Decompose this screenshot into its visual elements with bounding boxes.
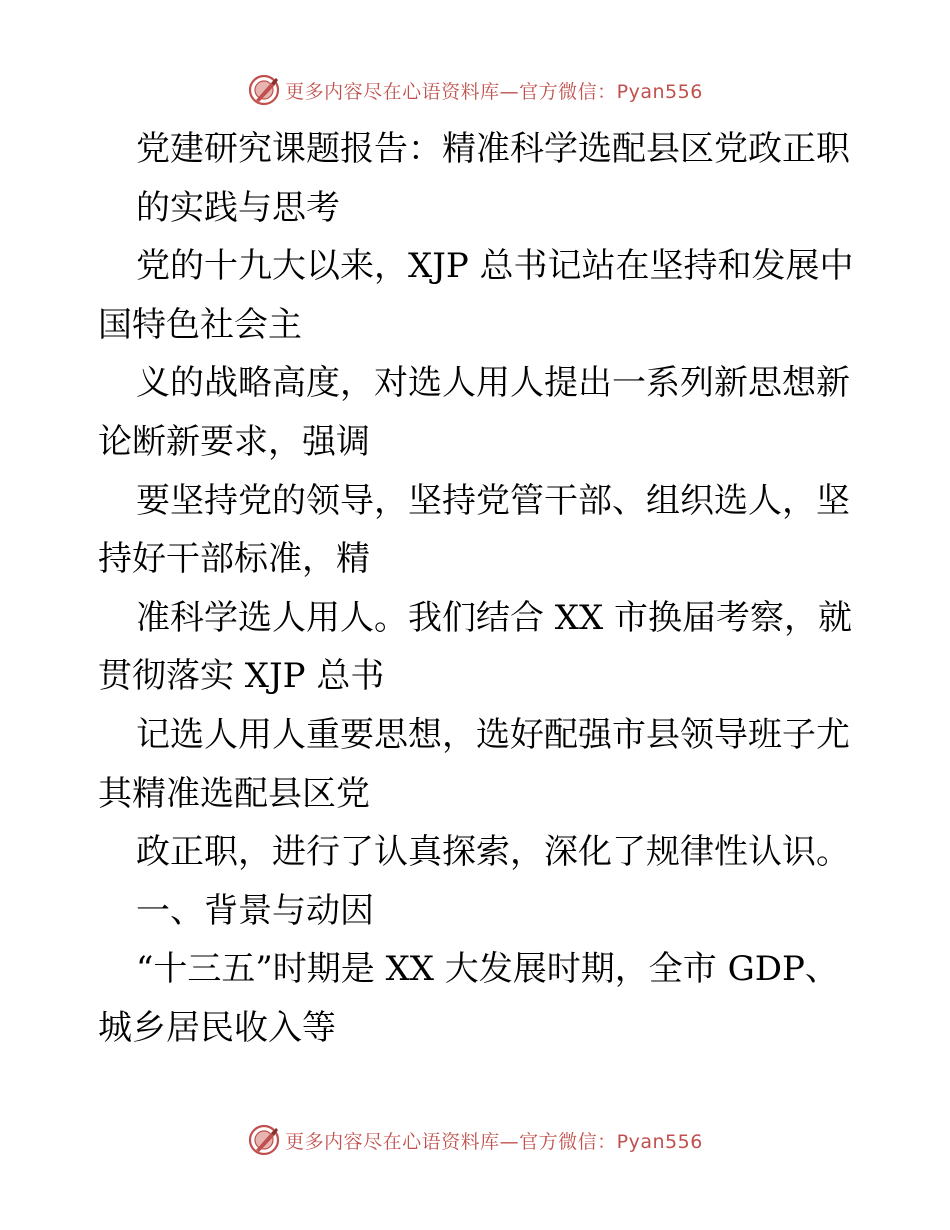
text-line: 要坚持党的领导，坚持党管干部、组织选人，坚 xyxy=(136,480,850,521)
banner-text: 更多内容尽在心语资料库—官方微信：Pyan556 xyxy=(285,80,703,103)
text-line: 党建研究课题报告：精准科学选配县区党政正职 xyxy=(136,129,850,169)
text-line: 记选人用人重要思想，选好配强市县领导班子尤 xyxy=(136,714,850,755)
text-line: 其精准选配县区党 xyxy=(98,773,370,814)
text-line: 一、背景与动因 xyxy=(136,890,374,931)
text-line: 党的十九大以来，XJP 总书记站在坚持和发展中 xyxy=(136,246,854,287)
text-line: 论断新要求，强调 xyxy=(98,421,370,462)
text-line: 的实践与思考 xyxy=(136,187,340,228)
text-line: 持好干部标准，精 xyxy=(98,539,370,580)
text-line: 贯彻落实 XJP 总书 xyxy=(98,656,385,697)
document-body xyxy=(98,120,858,1058)
text-line: 准科学选人用人。我们结合 XX 市换届考察，就 xyxy=(136,597,853,638)
banner-text: 更多内容尽在心语资料库—官方微信：Pyan556 xyxy=(285,1130,703,1153)
text-line: 国特色社会主 xyxy=(98,304,302,345)
text-line: 义的战略高度，对选人用人提出一系列新思想新 xyxy=(136,363,850,404)
wax-seal-pen-icon xyxy=(247,73,281,107)
wax-seal-pen-icon xyxy=(247,1123,281,1157)
text-line: “十三五”时期是 XX 大发展时期，全市 GDP、 xyxy=(136,949,839,990)
text-line: 政正职，进行了认真探索，深化了规律性认识。 xyxy=(136,832,850,873)
footer-banner xyxy=(0,1120,950,1160)
header-banner xyxy=(0,70,950,110)
text-line: 城乡居民收入等 xyxy=(98,1007,336,1048)
